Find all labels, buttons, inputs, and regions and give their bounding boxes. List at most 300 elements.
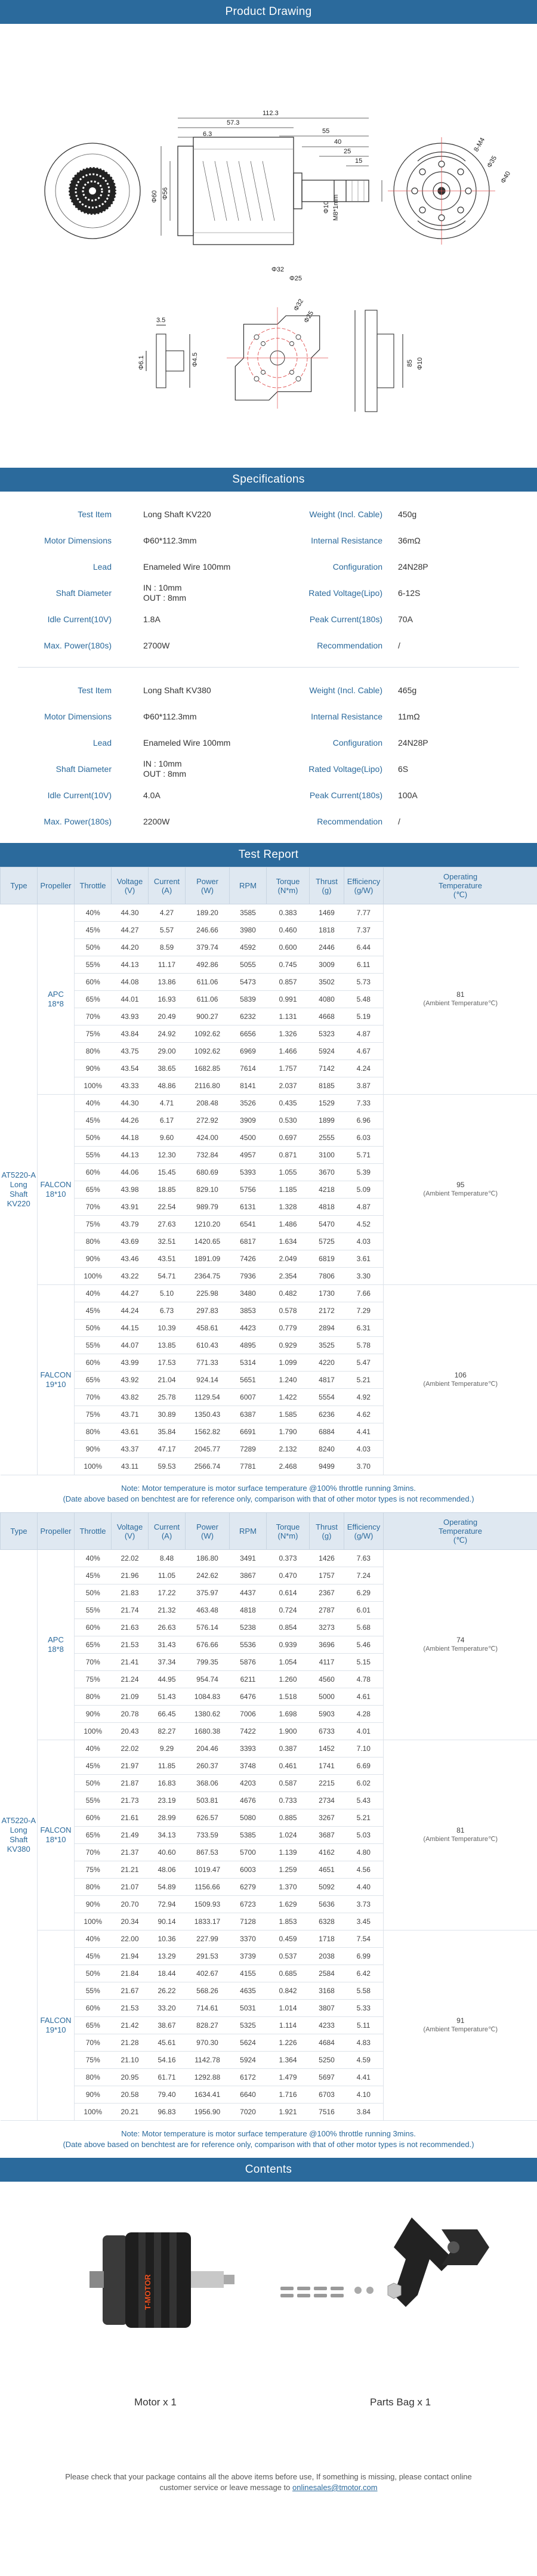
data-cell: 75% — [75, 1216, 112, 1233]
column-header: Propeller — [38, 867, 75, 904]
data-cell: 2.354 — [267, 1268, 310, 1285]
spec-label: Rated Voltage(Lipo) — [308, 764, 382, 774]
temperature-cell — [384, 1285, 537, 1475]
data-cell: 4203 — [230, 1775, 267, 1792]
data-cell: 2364.75 — [186, 1268, 230, 1285]
data-cell: 1.131 — [267, 1008, 310, 1026]
section-title-drawing: Product Drawing — [225, 5, 312, 18]
spec-value: 465g — [398, 685, 417, 695]
column-header: Operating Temperature (℃) — [384, 867, 537, 904]
data-cell: 2584 — [310, 1965, 344, 1982]
data-cell: 6.01 — [344, 1602, 384, 1619]
ambient-label: (Ambient Temperature℃) — [423, 1645, 498, 1653]
support-email-link[interactable]: onlinesales@tmotor.com — [292, 2483, 378, 2492]
data-cell: 4957 — [230, 1147, 267, 1164]
data-cell: 1529 — [310, 1095, 344, 1112]
data-cell: 50% — [75, 1965, 112, 1982]
data-cell: 80% — [75, 1233, 112, 1250]
data-cell: 75% — [75, 1861, 112, 1879]
data-cell: 45% — [75, 1112, 112, 1129]
spec-label: Peak Current(180s) — [309, 614, 382, 624]
data-cell: 20.58 — [112, 2086, 149, 2104]
data-cell: 44.15 — [112, 1320, 149, 1337]
propeller-cell: FALCON 18*10 — [38, 1740, 75, 1931]
data-cell: 90% — [75, 1706, 112, 1723]
data-cell: 4676 — [230, 1792, 267, 1809]
data-cell: 4500 — [230, 1129, 267, 1147]
data-cell: 3393 — [230, 1740, 267, 1758]
spec-label: Test Item — [78, 685, 112, 695]
data-cell: 5055 — [230, 956, 267, 974]
propeller-cell: APC 18*8 — [38, 1550, 75, 1740]
data-cell: 21.67 — [112, 1982, 149, 2000]
spec-value: / — [398, 641, 400, 650]
column-header: Current (A) — [149, 867, 186, 904]
data-cell: 5.33 — [344, 2000, 384, 2017]
dim-thread: M8*1mm — [332, 194, 340, 221]
data-cell: 2446 — [310, 939, 344, 956]
data-cell: 21.87 — [112, 1775, 149, 1792]
data-cell: 54.89 — [149, 1879, 186, 1896]
data-cell: 21.83 — [112, 1584, 149, 1602]
data-cell: 44.13 — [112, 1147, 149, 1164]
data-cell: 3867 — [230, 1567, 267, 1584]
data-cell: 43.99 — [112, 1354, 149, 1372]
data-cell: 1.326 — [267, 1026, 310, 1043]
spec-value: 6-12S — [398, 588, 421, 598]
contents-area — [0, 2182, 537, 2462]
data-cell: 21.04 — [149, 1372, 186, 1389]
test-report-table — [0, 867, 537, 1475]
column-header: Voltage (V) — [112, 1513, 149, 1550]
data-cell: 40% — [75, 1550, 112, 1567]
spec-label: Weight (Incl. Cable) — [309, 509, 382, 519]
data-cell: 1818 — [310, 922, 344, 939]
data-cell: 260.37 — [186, 1758, 230, 1775]
data-cell: 4.61 — [344, 1688, 384, 1706]
data-cell: 242.62 — [186, 1567, 230, 1584]
data-cell: 80% — [75, 1043, 112, 1060]
data-cell: 55% — [75, 1147, 112, 1164]
data-cell: 186.80 — [186, 1550, 230, 1567]
data-cell: 2787 — [310, 1602, 344, 1619]
data-cell: 44.06 — [112, 1164, 149, 1181]
data-cell: 40% — [75, 1285, 112, 1302]
spec-value: 6S — [398, 764, 409, 774]
data-cell: 0.733 — [267, 1792, 310, 1809]
ambient-label: (Ambient Temperature℃) — [423, 1836, 498, 1843]
data-cell: 100% — [75, 1723, 112, 1740]
data-cell: 65% — [75, 1636, 112, 1654]
data-cell: 1.024 — [267, 1827, 310, 1844]
data-cell: 1682.85 — [186, 1060, 230, 1077]
data-cell: 55% — [75, 1792, 112, 1809]
spec-label: Internal Resistance — [311, 712, 382, 721]
data-cell: 44.24 — [112, 1302, 149, 1320]
spec-label: Rated Voltage(Lipo) — [308, 588, 382, 598]
data-cell: 3491 — [230, 1550, 267, 1567]
data-cell: 1420.65 — [186, 1233, 230, 1250]
data-cell: 8.59 — [149, 939, 186, 956]
spec-label: Internal Resistance — [311, 536, 382, 545]
spec-row — [0, 808, 537, 835]
data-cell: 40% — [75, 904, 112, 922]
data-cell: 924.14 — [186, 1372, 230, 1389]
data-cell: 7289 — [230, 1441, 267, 1458]
dim-length-total: 112.3 — [263, 110, 279, 117]
motor-type-cell: AT5220-A Long Shaft KV220 — [1, 904, 38, 1475]
data-cell: 9.29 — [149, 1740, 186, 1758]
data-cell: 5.15 — [344, 1654, 384, 1671]
propeller-cell: FALCON 18*10 — [38, 1095, 75, 1285]
data-cell: 82.27 — [149, 1723, 186, 1740]
data-cell: 402.67 — [186, 1965, 230, 1982]
data-cell: 6328 — [310, 1913, 344, 1931]
data-cell: 21.97 — [112, 1758, 149, 1775]
data-cell: 5651 — [230, 1372, 267, 1389]
data-cell: 5924 — [230, 2052, 267, 2069]
ambient-label: (Ambient Temperature℃) — [423, 1190, 498, 1197]
data-cell: 6723 — [230, 1896, 267, 1913]
data-cell: 1.585 — [267, 1406, 310, 1423]
data-cell: 3526 — [230, 1095, 267, 1112]
test-note-line2: (Date above based on benchtest are for reference only, comparison with that of other motor types is not recommended.) — [63, 2140, 474, 2149]
data-cell: 3267 — [310, 1809, 344, 1827]
data-cell: 0.600 — [267, 939, 310, 956]
data-cell: 60% — [75, 1619, 112, 1636]
data-cell: 40% — [75, 1931, 112, 1948]
data-cell: 7806 — [310, 1268, 344, 1285]
data-cell: 6819 — [310, 1250, 344, 1268]
section-band-contents — [0, 2158, 537, 2182]
data-cell: 50% — [75, 1584, 112, 1602]
data-cell: 2.037 — [267, 1077, 310, 1095]
data-cell: 43.37 — [112, 1441, 149, 1458]
data-cell: 1.259 — [267, 1861, 310, 1879]
data-cell: 70% — [75, 1389, 112, 1406]
spec-value: Long Shaft KV380 — [143, 685, 211, 695]
data-cell: 1680.38 — [186, 1723, 230, 1740]
data-cell: 6.69 — [344, 1758, 384, 1775]
data-cell: 3.45 — [344, 1913, 384, 1931]
spec-label: Recommendation — [317, 817, 382, 826]
data-cell: 35.84 — [149, 1423, 186, 1441]
data-cell: 4.41 — [344, 2069, 384, 2086]
data-cell: 45% — [75, 922, 112, 939]
spec-value: Enameled Wire 100mm — [143, 737, 231, 748]
data-cell: 11.17 — [149, 956, 186, 974]
data-cell: 22.02 — [112, 1550, 149, 1567]
data-cell: 21.07 — [112, 1879, 149, 1896]
data-cell: 21.61 — [112, 1809, 149, 1827]
dim-cross-85: 85 — [406, 359, 413, 367]
data-cell: 4.87 — [344, 1199, 384, 1216]
data-cell: 867.53 — [186, 1844, 230, 1861]
data-cell: 5325 — [230, 2017, 267, 2034]
data-cell: 225.98 — [186, 1285, 230, 1302]
data-cell: 492.86 — [186, 956, 230, 974]
dim-cross-top-25: Φ25 — [289, 275, 303, 282]
data-cell: 3168 — [310, 1982, 344, 2000]
data-cell: 5700 — [230, 1844, 267, 1861]
motor-image — [90, 2232, 234, 2328]
data-cell: 55% — [75, 956, 112, 974]
data-cell: 2215 — [310, 1775, 344, 1792]
data-cell: 30.89 — [149, 1406, 186, 1423]
spec-label: Test Item — [78, 509, 112, 519]
propeller-cell: FALCON 19*10 — [38, 1285, 75, 1475]
data-cell: 1156.66 — [186, 1879, 230, 1896]
data-cell: 5697 — [310, 2069, 344, 2086]
column-header: RPM — [230, 867, 267, 904]
data-cell: 1142.78 — [186, 2052, 230, 2069]
data-cell: 828.27 — [186, 2017, 230, 2034]
dim-diameter-56: Φ56 — [162, 187, 169, 200]
data-cell: 6.03 — [344, 1129, 384, 1147]
end-view-left — [45, 143, 140, 239]
data-cell: 26.63 — [149, 1619, 186, 1636]
spec-row — [0, 580, 537, 606]
data-cell: 45% — [75, 1948, 112, 1965]
spec-value: Φ60*112.3mm — [143, 711, 197, 721]
spec-value: 70A — [398, 614, 413, 624]
data-cell: 5.68 — [344, 1619, 384, 1636]
data-cell: 4.87 — [344, 1026, 384, 1043]
data-cell: 20.21 — [112, 2104, 149, 2121]
footer-line1: Please check that your package contains all the above items before use, If something is missing, please contact online — [65, 2472, 472, 2481]
data-cell: 463.48 — [186, 1602, 230, 1619]
data-cell: 5470 — [310, 1216, 344, 1233]
data-cell: 7.37 — [344, 922, 384, 939]
ambient-label: (Ambient Temperature℃) — [423, 2026, 498, 2033]
data-cell: 44.18 — [112, 1129, 149, 1147]
data-cell: 1129.54 — [186, 1389, 230, 1406]
column-header: Torque (N*m) — [267, 1513, 310, 1550]
data-cell: 0.383 — [267, 904, 310, 922]
data-cell: 0.459 — [267, 1931, 310, 1948]
data-cell: 43.98 — [112, 1181, 149, 1199]
data-cell: 5.43 — [344, 1792, 384, 1809]
spec-value: 2200W — [143, 816, 170, 826]
data-cell: 40% — [75, 1095, 112, 1112]
data-cell: 291.53 — [186, 1948, 230, 1965]
data-cell: 3.70 — [344, 1458, 384, 1475]
data-cell: 21.21 — [112, 1861, 149, 1879]
data-cell: 60% — [75, 974, 112, 991]
data-cell: 5.11 — [344, 2017, 384, 2034]
section-title-contents: Contents — [245, 2163, 292, 2176]
data-cell: 45.61 — [149, 2034, 186, 2052]
data-cell: 3585 — [230, 904, 267, 922]
data-cell: 5385 — [230, 1827, 267, 1844]
data-cell: 4.80 — [344, 1844, 384, 1861]
data-cell: 4.24 — [344, 1060, 384, 1077]
data-cell: 7006 — [230, 1706, 267, 1723]
data-cell: 21.94 — [112, 1948, 149, 1965]
mount-top-view — [355, 310, 403, 412]
data-cell: 1.139 — [267, 1844, 310, 1861]
dim-cross-32: Φ32 — [292, 298, 305, 313]
data-cell: 0.779 — [267, 1320, 310, 1337]
data-cell: 2.049 — [267, 1250, 310, 1268]
data-cell: 610.43 — [186, 1337, 230, 1354]
data-cell: 375.97 — [186, 1584, 230, 1602]
data-cell: 5314 — [230, 1354, 267, 1372]
data-cell: 1.328 — [267, 1199, 310, 1216]
data-cell: 32.51 — [149, 1233, 186, 1250]
data-cell: 7.63 — [344, 1550, 384, 1567]
data-cell: 54.71 — [149, 1268, 186, 1285]
contents-footer — [0, 2462, 537, 2503]
data-cell: 4.92 — [344, 1389, 384, 1406]
data-cell: 0.842 — [267, 1982, 310, 2000]
data-cell: 0.373 — [267, 1550, 310, 1567]
data-cell: 21.37 — [112, 1844, 149, 1861]
data-cell: 43.84 — [112, 1026, 149, 1043]
data-cell: 5238 — [230, 1619, 267, 1636]
data-cell: 1.479 — [267, 2069, 310, 2086]
spec-label: Peak Current(180s) — [309, 790, 382, 800]
data-cell: 43.22 — [112, 1268, 149, 1285]
data-cell: 1019.47 — [186, 1861, 230, 1879]
data-cell: 34.13 — [149, 1827, 186, 1844]
data-cell: 424.00 — [186, 1129, 230, 1147]
data-cell: 0.530 — [267, 1112, 310, 1129]
dim-hole-6-1: Φ6.1 — [138, 355, 145, 370]
data-cell: 4437 — [230, 1584, 267, 1602]
data-cell: 6703 — [310, 2086, 344, 2104]
data-cell: 6884 — [310, 1423, 344, 1441]
data-cell: 3370 — [230, 1931, 267, 1948]
data-cell: 3.87 — [344, 1077, 384, 1095]
data-cell: 3696 — [310, 1636, 344, 1654]
spec-value: 2700W — [143, 640, 170, 650]
data-cell: 1757 — [310, 1567, 344, 1584]
data-cell: 80% — [75, 1688, 112, 1706]
data-cell: 5.47 — [344, 1354, 384, 1372]
column-header: Torque (N*m) — [267, 867, 310, 904]
data-cell: 21.49 — [112, 1827, 149, 1844]
data-cell: 70% — [75, 1008, 112, 1026]
data-cell: 368.06 — [186, 1775, 230, 1792]
data-cell: 900.27 — [186, 1008, 230, 1026]
spec-value: 24N28P — [398, 562, 428, 572]
dim-length-25: 25 — [344, 148, 351, 155]
spec-row — [0, 730, 537, 756]
column-header: Current (A) — [149, 1513, 186, 1550]
data-cell: 75% — [75, 2052, 112, 2069]
data-cell: 1092.62 — [186, 1026, 230, 1043]
data-cell: 43.82 — [112, 1389, 149, 1406]
column-header: Type — [1, 1513, 38, 1550]
data-cell: 954.74 — [186, 1671, 230, 1688]
data-cell: 3853 — [230, 1302, 267, 1320]
test-note — [0, 2121, 537, 2158]
data-cell: 2172 — [310, 1302, 344, 1320]
data-cell: 576.14 — [186, 1619, 230, 1636]
data-cell: 3687 — [310, 1827, 344, 1844]
temperature-value: 81 — [456, 990, 465, 999]
data-cell: 65% — [75, 1827, 112, 1844]
column-header: RPM — [230, 1513, 267, 1550]
data-cell: 5.57 — [149, 922, 186, 939]
data-cell: 272.92 — [186, 1112, 230, 1129]
data-cell: 33.20 — [149, 2000, 186, 2017]
dim-cross-25: Φ25 — [303, 310, 316, 325]
column-header: Power (W) — [186, 1513, 230, 1550]
data-cell: 45% — [75, 1758, 112, 1775]
data-cell: 1.364 — [267, 2052, 310, 2069]
dim-length-40: 40 — [334, 138, 342, 146]
footer-line2-text: customer service or leave message to — [159, 2483, 292, 2492]
data-cell: 1956.90 — [186, 2104, 230, 2121]
data-cell: 21.63 — [112, 1619, 149, 1636]
table-header-row — [1, 867, 537, 904]
data-cell: 5.21 — [344, 1809, 384, 1827]
data-cell: 5924 — [310, 1043, 344, 1060]
data-cell: 1718 — [310, 1931, 344, 1948]
data-cell: 5536 — [230, 1636, 267, 1654]
report-container — [0, 867, 537, 2158]
data-cell: 0.939 — [267, 1636, 310, 1654]
data-cell: 48.06 — [149, 1861, 186, 1879]
contents-illustration — [0, 2182, 537, 2462]
data-cell: 15.45 — [149, 1164, 186, 1181]
data-cell: 0.745 — [267, 956, 310, 974]
data-cell: 31.43 — [149, 1636, 186, 1654]
data-cell: 6279 — [230, 1879, 267, 1896]
data-cell: 70% — [75, 1199, 112, 1216]
data-cell: 4.27 — [149, 904, 186, 922]
spec-row — [0, 501, 537, 527]
data-cell: 1891.09 — [186, 1250, 230, 1268]
data-cell: 611.06 — [186, 974, 230, 991]
data-cell: 0.578 — [267, 1302, 310, 1320]
temperature-value: 91 — [456, 2016, 465, 2025]
data-cell: 1.716 — [267, 2086, 310, 2104]
data-cell: 40.60 — [149, 1844, 186, 1861]
data-cell: 1.790 — [267, 1423, 310, 1441]
section-title-specs: Specifications — [232, 473, 305, 486]
data-cell: 4220 — [310, 1354, 344, 1372]
data-cell: 20.70 — [112, 1896, 149, 1913]
data-cell: 1452 — [310, 1740, 344, 1758]
data-cell: 6.11 — [344, 956, 384, 974]
data-cell: 24.92 — [149, 1026, 186, 1043]
spec-label: Shaft Diameter — [55, 588, 112, 598]
temperature-value: 81 — [456, 1826, 465, 1834]
data-cell: 0.991 — [267, 991, 310, 1008]
data-cell: 5624 — [230, 2034, 267, 2052]
data-cell: 676.66 — [186, 1636, 230, 1654]
spec-label: Configuration — [332, 562, 382, 572]
propeller-cell: APC 18*8 — [38, 904, 75, 1095]
spec-label: Max. Power(180s) — [44, 817, 112, 826]
test-note-line1: Note: Motor temperature is motor surface temperature @100% throttle running 3mins. — [121, 2129, 416, 2138]
data-cell: 75% — [75, 1026, 112, 1043]
data-cell: 1.634 — [267, 1233, 310, 1250]
data-cell: 1.853 — [267, 1913, 310, 1931]
data-cell: 208.48 — [186, 1095, 230, 1112]
test-note-line2: (Date above based on benchtest are for reference only, comparison with that of other motor types is not recommended.) — [63, 1494, 474, 1503]
data-cell: 3273 — [310, 1619, 344, 1636]
dim-diameter-40: Φ40 — [499, 170, 513, 185]
data-cell: 0.587 — [267, 1775, 310, 1792]
data-cell: 4684 — [310, 2034, 344, 2052]
data-cell: 4162 — [310, 1844, 344, 1861]
data-cell: 379.74 — [186, 939, 230, 956]
spec-row — [0, 632, 537, 659]
